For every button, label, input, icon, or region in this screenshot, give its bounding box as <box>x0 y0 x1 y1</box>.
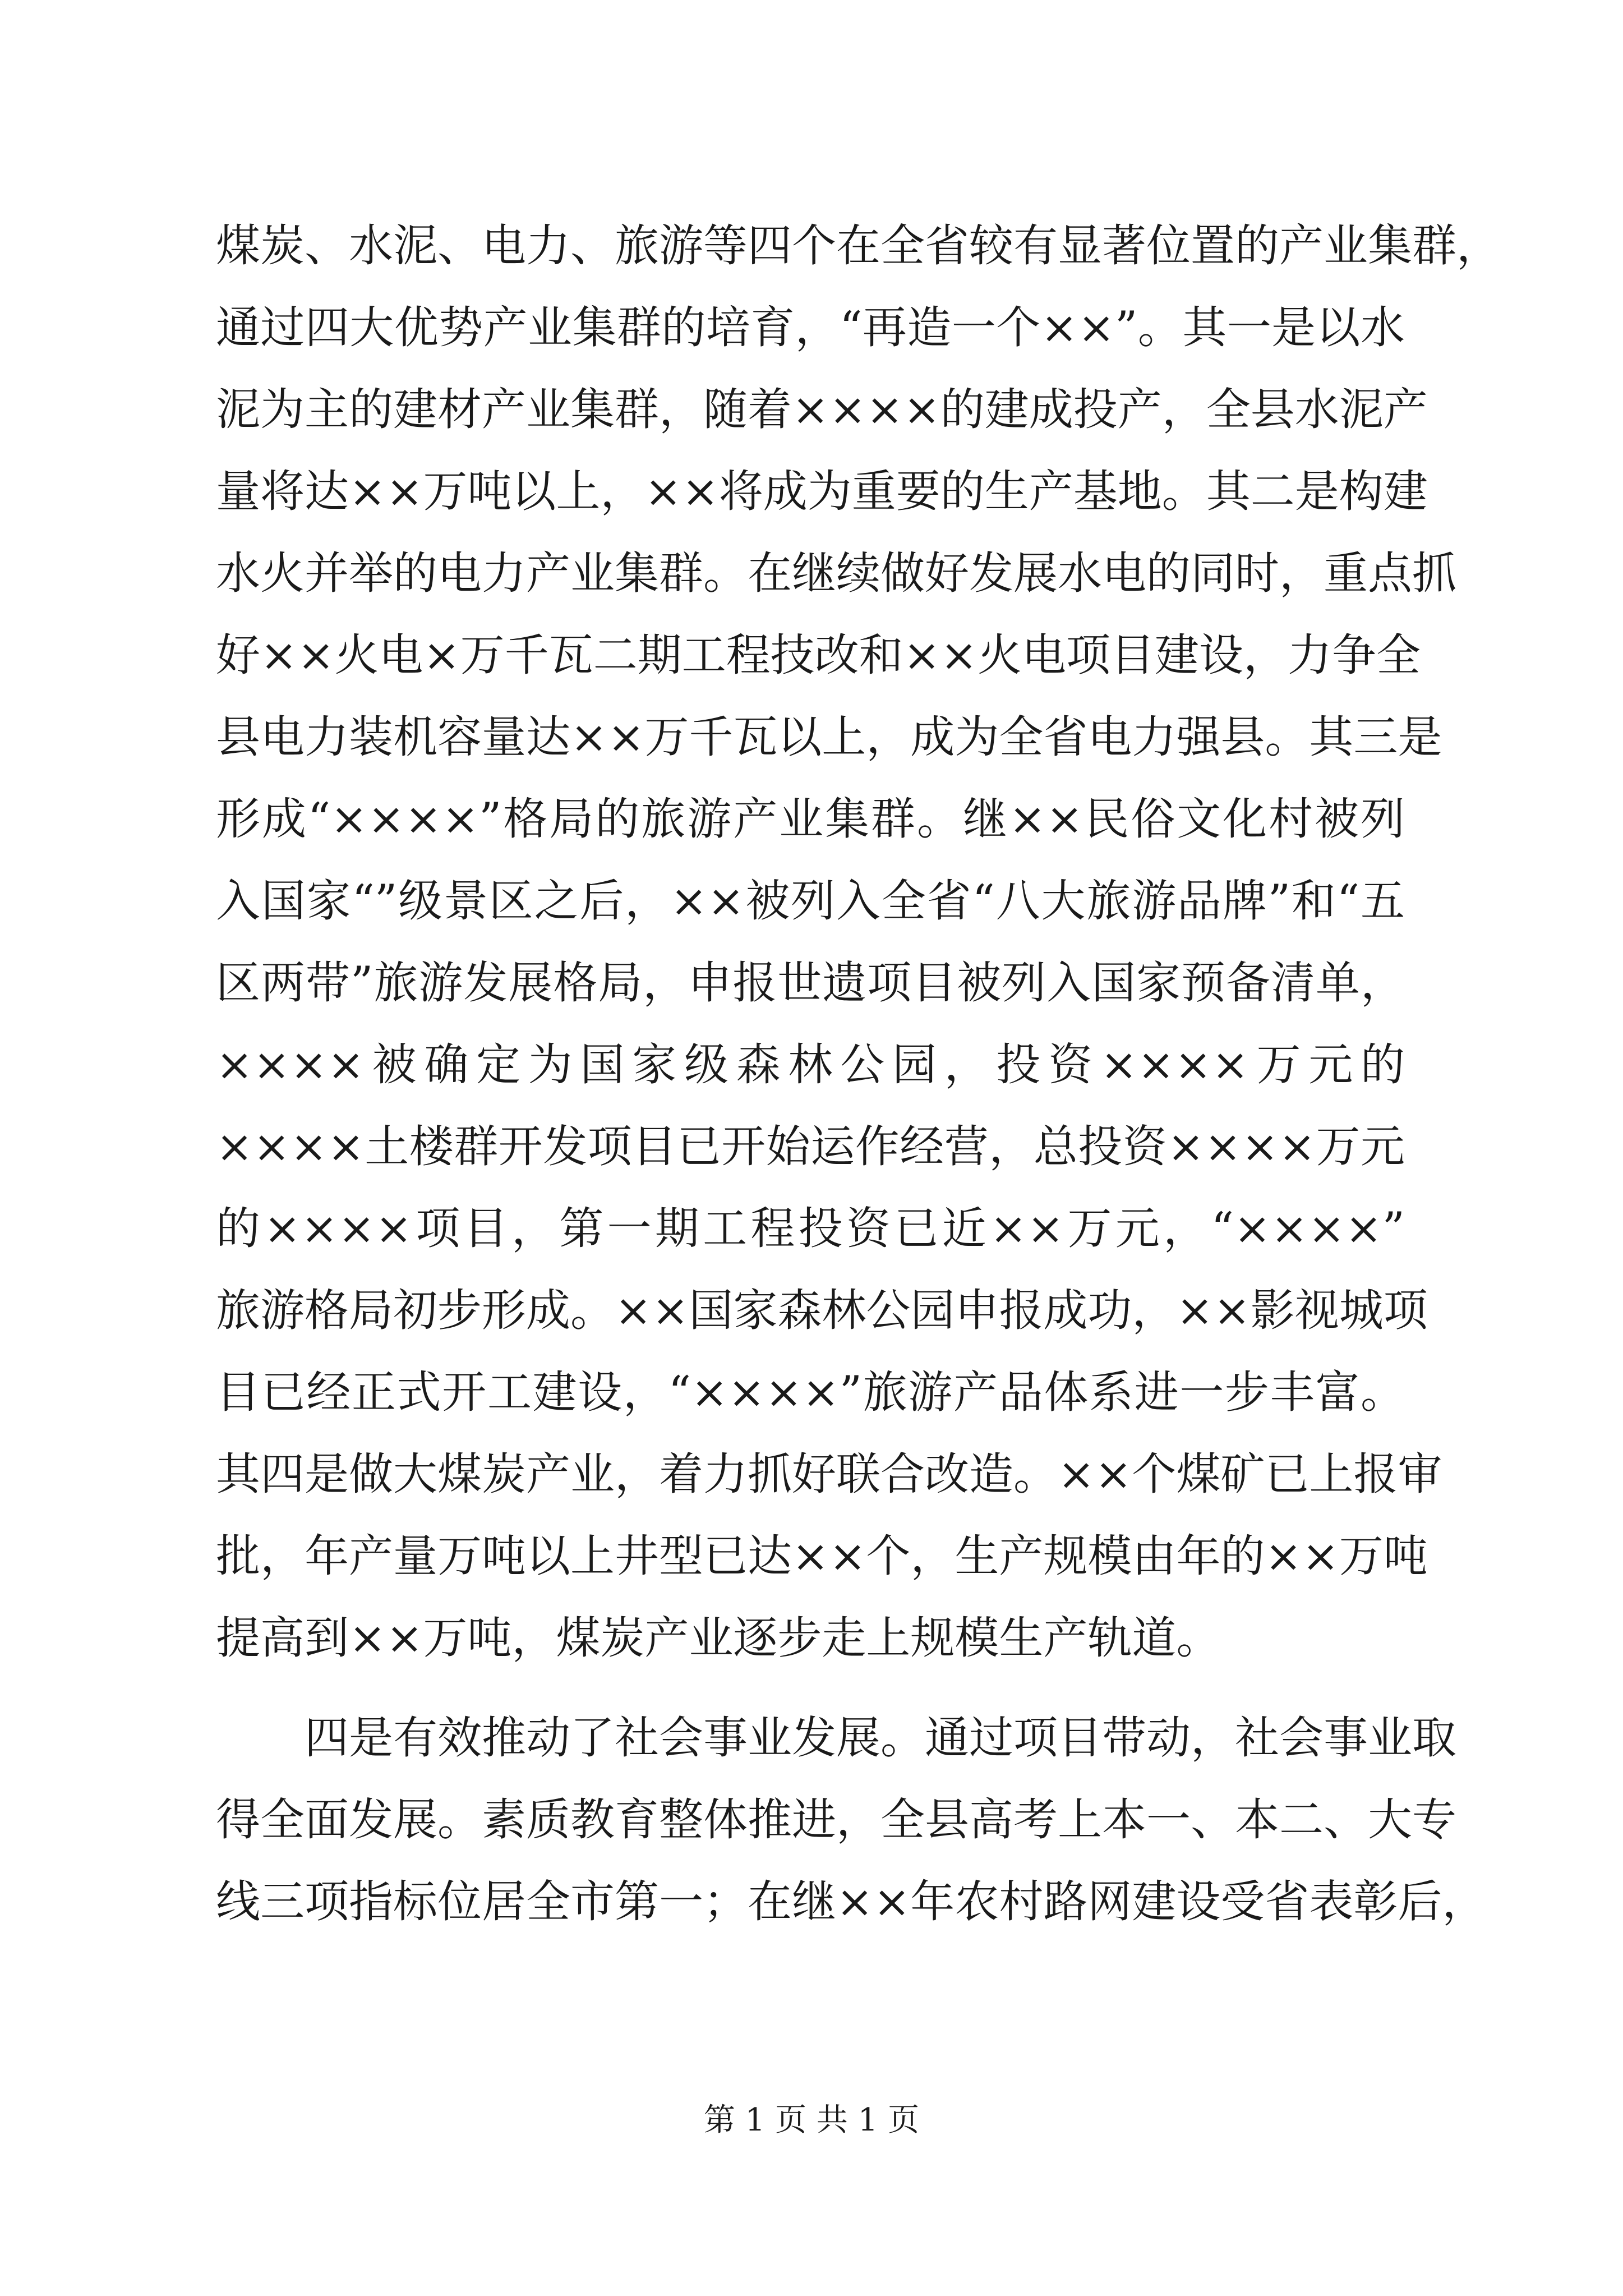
page-footer: 第 1 页 共 1 页 <box>703 2102 920 2138</box>
text-line: 四是有效推动了社会事业发展。通过项目带动，社会事业取 <box>305 1712 1456 1764</box>
text-line: 通过四大优势产业集群的培育，“再造一个××”。其一是以水 <box>216 302 1405 353</box>
text-line: 的××××项目，第一期工程投资已近××万元，“××××” <box>216 1203 1405 1254</box>
text-line: 量将达××万吨以上，××将成为重要的生产基地。其二是构建 <box>216 466 1428 517</box>
text-line: 水火并举的电力产业集群。在继续做好发展水电的同时，重点抓 <box>216 547 1456 599</box>
paragraph-2 <box>216 1697 1487 1943</box>
text-line: 县电力装机容量达××万千瓦以上，成为全省电力强县。其三是 <box>216 711 1442 763</box>
text-line: 其四是做大煤炭产业，着力抓好联合改造。××个煤矿已上报审 <box>216 1448 1442 1500</box>
text-line: ××××土楼群开发项目已开始运作经营，总投资××××万元 <box>216 1121 1405 1172</box>
text-line: 煤炭、水泥、电力、旅游等四个在全省较有显著位置的产业集群， <box>216 220 1501 272</box>
text-line: 目已经正式开工建设，“××××”旅游产品体系进一步丰富。 <box>216 1366 1405 1418</box>
text-line: 泥为主的建材产业集群，随着××××的建成投产，全县水泥产 <box>216 384 1428 435</box>
paragraph-1 <box>216 205 1501 1679</box>
text-line: 得全面发展。素质教育整体推进，全县高考上本一、本二、大专 <box>216 1794 1456 1846</box>
text-line: 批，年产量万吨以上井型已达××个，生产规模由年的××万吨 <box>216 1530 1428 1582</box>
text-line: 区两带”旅游发展格局，申报世遗项目被列入国家预备清单， <box>216 957 1405 1009</box>
text-line: 形成“××××”格局的旅游产业集群。继××民俗文化村被列 <box>216 793 1405 845</box>
text-line: 好××火电×万千瓦二期工程技改和××火电项目建设，力争全 <box>216 629 1421 681</box>
document-body <box>216 205 1501 1943</box>
text-line: 提高到××万吨，煤炭产业逐步走上规模生产轨道。 <box>216 1612 1221 1664</box>
text-line: 入国家“”级景区之后，××被列入全省“八大旅游品牌”和“五 <box>216 875 1405 927</box>
text-line: ××××被确定为国家级森林公园，投资××××万元的 <box>216 1039 1405 1091</box>
text-line: 线三项指标位居全市第一；在继××年农村路网建设受省表彰后， <box>216 1876 1487 1927</box>
text-line: 旅游格局初步形成。××国家森林公园申报成功，××影视城项 <box>216 1285 1428 1336</box>
paragraph-spacing <box>216 1679 1405 1697</box>
